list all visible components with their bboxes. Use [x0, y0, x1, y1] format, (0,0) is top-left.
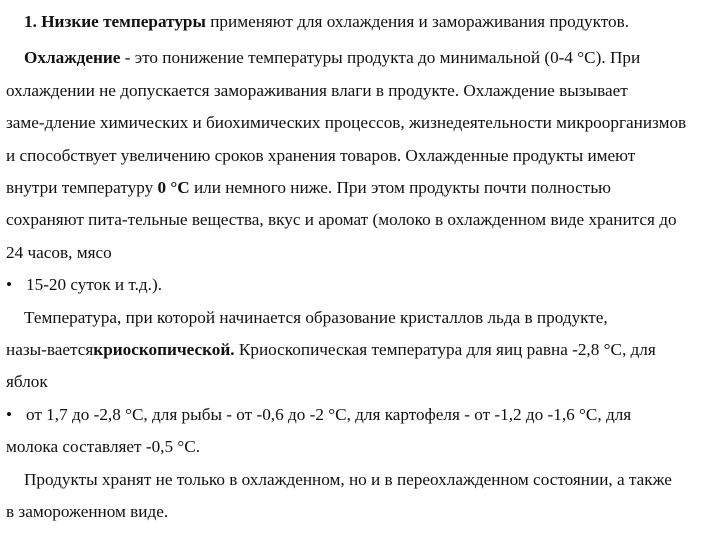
- bullet-item-2: [6, 404, 631, 426]
- cryoscopic-line-2: [6, 339, 656, 361]
- bullet-2-text: от 1,7 до -2,8 °С, для рыбы - от -0,6 до -2 °С, для картофеля - от -1,2 до -1,6 °С, для: [26, 405, 632, 424]
- bullet-item-2-continuation: молока составляет -0,5 °С.: [6, 437, 201, 456]
- cooling-term: Охлаждение: [24, 48, 121, 67]
- heading-bold: 1. Низкие температуры: [24, 12, 206, 31]
- bullet-item-1: [6, 274, 162, 296]
- cooling-definition-line-4: и способствует увеличению сроков хранения товаров. Охлажденные продукты имеют: [6, 146, 636, 165]
- cooling-line-1-text: - это понижение температуры продукта до минимальной (0-4 °С). При: [120, 48, 641, 67]
- cooling-definition-line-6: сохраняют пита-тельные вещества, вкус и аромат (молоко в охлажденном виде хранится до: [6, 210, 677, 229]
- bullet-icon: •: [6, 275, 13, 294]
- cooling-line-5-b: или немного ниже. При этом продукты почти полностью: [189, 178, 611, 197]
- bullet-1-text: 15-20 суток и т.д.).: [26, 275, 162, 294]
- cooling-temp-bold: 0 °С: [157, 178, 190, 197]
- cooling-definition-line-3: заме-дление химических и биохимических процессов, жизнедеятельности микроорганизмов: [6, 113, 687, 132]
- cryoscopic-term: криоскопической.: [93, 340, 235, 359]
- heading-text: применяют для охлаждения и замораживания продуктов.: [205, 12, 629, 31]
- cryoscopic-line-3: яблок: [6, 372, 48, 391]
- cooling-definition-line-1: [24, 47, 640, 69]
- cooling-definition-line-7: 24 часов, мясо: [6, 243, 112, 262]
- bullet-icon: •: [6, 405, 13, 424]
- heading-low-temperatures: [24, 11, 629, 33]
- storage-line-1: Продукты хранят не только в охлажденном, но и в переохлажденном состоянии, а также: [24, 470, 672, 489]
- cooling-definition-line-5: [6, 177, 611, 199]
- cryoscopic-line-2-b: Криоскопическая температура для яиц равна -2,8 °С, для: [234, 340, 656, 359]
- cryoscopic-line-2-a: назы-вается: [6, 340, 94, 359]
- cooling-line-5-a: внутри температуру: [6, 178, 158, 197]
- cooling-definition-line-2: охлаждении не допускается замораживания влаги в продукте. Охлаждение вызывает: [6, 81, 628, 100]
- cryoscopic-line-1: Температура, при которой начинается образование кристаллов льда в продукте,: [24, 308, 608, 327]
- storage-line-2: в замороженном виде.: [6, 502, 169, 521]
